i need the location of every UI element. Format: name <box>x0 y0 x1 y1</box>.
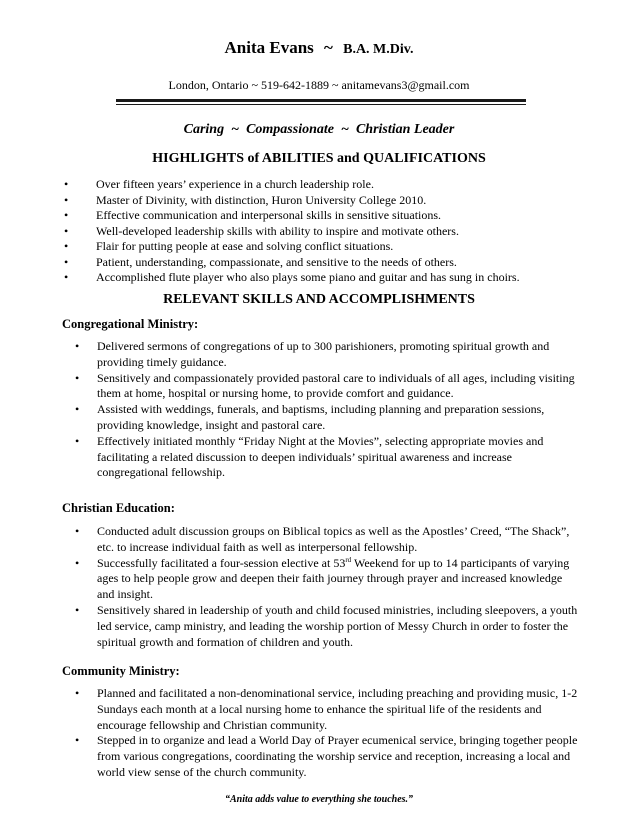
list-item: • Over fifteen years’ experience in a church leadership role. <box>62 177 520 193</box>
list-item: • Assisted with weddings, funerals, and baptisms, including planning and preparation sessions, providing knowledge, insight and pastoral care. <box>62 402 582 434</box>
christian-education-heading: Christian Education: <box>62 501 175 515</box>
item-text: Successfully facilitated a four-session elective at 53 <box>97 555 346 570</box>
list-item: • Flair for putting people at ease and solving conflict situations. <box>62 239 520 255</box>
list-item: • Stepped in to organize and lead a World Day of Prayer ecumenical service, bringing together people from various congregations, coordinating the worship service and reception, increasing a local and world view sense of the church community. <box>62 733 582 780</box>
candidate-name: Anita Evans <box>224 38 314 57</box>
list-item: • Accomplished flute player who also plays some piano and guitar and has sung in choirs. <box>62 270 520 286</box>
item-text: Weekend for up to 14 participants of varying ages to help people grow and deepen their faith journey through prayer and increased knowledge and insight. <box>97 555 570 602</box>
list-item: • Delivered sermons of congregations of up to 300 parishioners, promoting spiritual growth and providing timely guidance. <box>62 339 582 371</box>
list-item: • Effectively initiated monthly “Friday Night at the Movies”, selecting appropriate movies and facilitating a related discussion to deepen individuals’ spiritual awareness and increase congregational fellowship. <box>62 434 582 481</box>
highlights-list <box>62 177 520 286</box>
list-item: • Master of Divinity, with distinction, Huron University College 2010. <box>62 193 520 209</box>
list-item: • Patient, understanding, compassionate, and sensitive to the needs of others. <box>62 255 520 271</box>
list-item: • Sensitively and compassionately provided pastoral care to individuals of all ages, including visiting them at home, hospital or nursing home, to provide comfort and guidance. <box>62 371 582 403</box>
list-item: • Planned and facilitated a non-denominational service, including preaching and providing music, 1-2 Sundays each month at a local nursing home to enhance the spiritual life of the residents and encourage fellowship and Christian community. <box>62 686 582 733</box>
list-item: • Conducted adult discussion groups on Biblical topics as well as the Apostles’ Creed, “The Shack”, etc. to increase individual faith as well as interpersonal fellowship. <box>62 524 582 556</box>
list-item: • Well-developed leadership skills with ability to inspire and motivate others. <box>62 224 520 240</box>
list-item <box>62 556 582 603</box>
ordinal-suffix: rd <box>345 555 352 564</box>
name-separator: ~ <box>324 38 333 57</box>
header-divider-thick <box>116 99 526 102</box>
tagline: Caring ~ Compassionate ~ Christian Leader <box>183 122 455 137</box>
community-ministry-heading: Community Ministry: <box>62 664 180 678</box>
header-divider-thin <box>116 104 526 105</box>
skills-heading: RELEVANT SKILLS AND ACCOMPLISHMENTS <box>163 292 475 307</box>
community-ministry-list <box>62 686 582 781</box>
list-item: • Effective communication and interpersonal skills in sensitive situations. <box>62 208 520 224</box>
contact-info: London, Ontario ~ 519-642-1889 ~ anitamevans3@gmail.com <box>168 78 470 92</box>
candidate-name-line <box>0 38 638 58</box>
credentials: B.A. M.Div. <box>343 42 414 57</box>
congregational-ministry-heading: Congregational Ministry: <box>62 317 199 331</box>
christian-education-list <box>62 524 582 650</box>
list-item: • Sensitively shared in leadership of youth and child focused ministries, including sleepovers, a youth led service, camp ministry, and leading the worship portion of Messy Church in order to foster the spiritual growth and formation of children and youth. <box>62 603 582 650</box>
footer-quote: “Anita adds value to everything she touches.” <box>224 794 414 805</box>
congregational-ministry-list <box>62 339 582 481</box>
highlights-heading: HIGHLIGHTS of ABILITIES and QUALIFICATIONS <box>152 151 486 166</box>
